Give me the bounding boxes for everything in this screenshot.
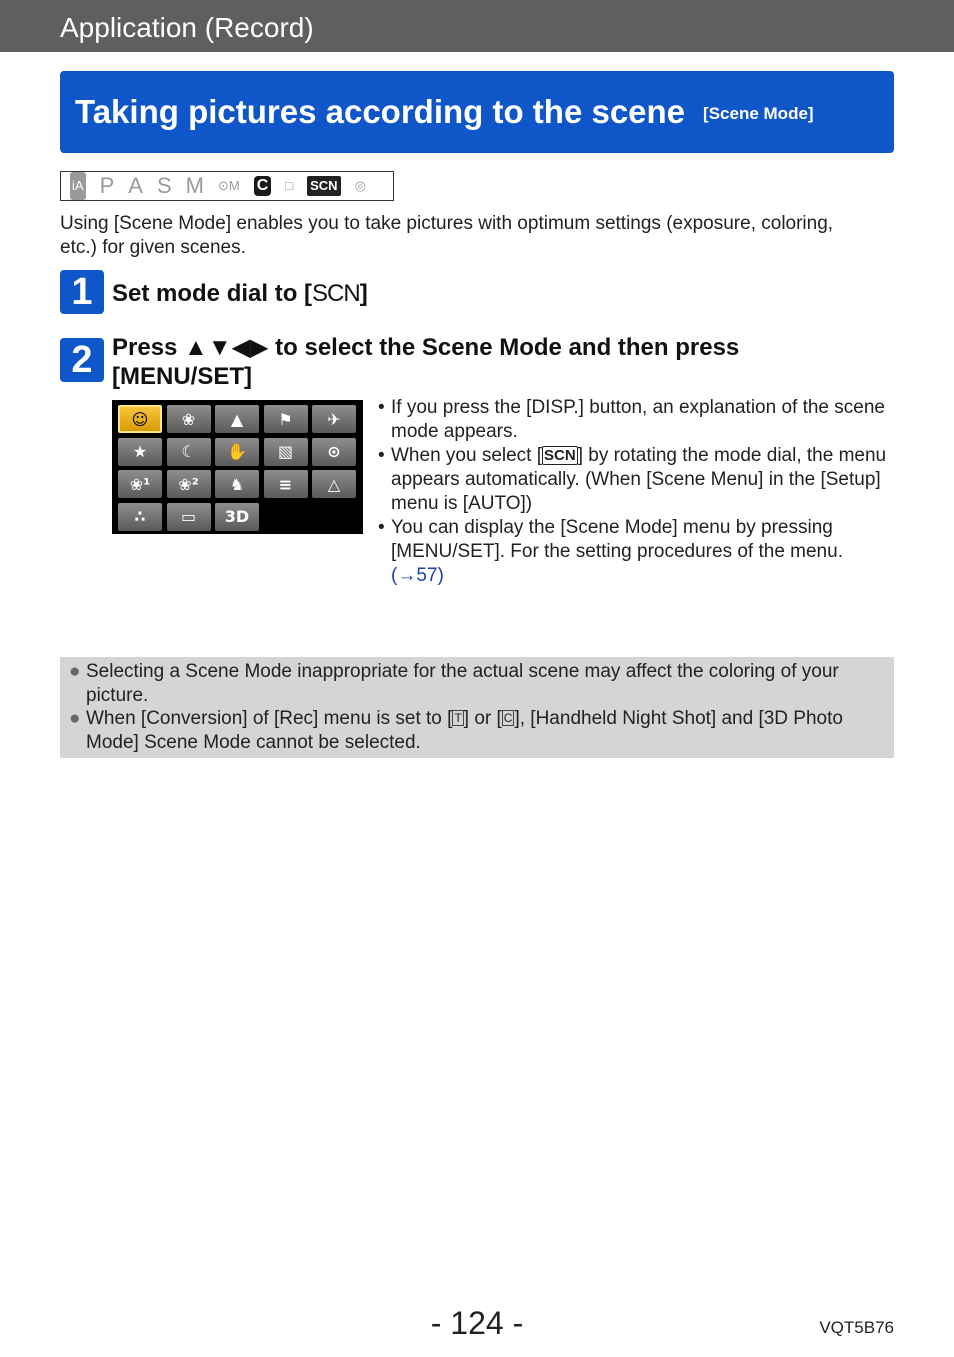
note-menu-set-text: You can display the [Scene Mode] menu by pressing [MENU/SET]. For the setting procedures of the menu. xyxy=(391,517,843,562)
portrait-icon: ☺ xyxy=(131,409,149,429)
note-mode-dial-prefix: When you select [ xyxy=(391,445,543,466)
baby1-icon: ❀¹ xyxy=(129,474,151,494)
m-mode: M xyxy=(185,173,204,198)
note-bullet: • xyxy=(378,397,385,418)
info-item-coloring xyxy=(69,660,879,708)
page-title-text: Taking pictures according to the scene xyxy=(75,93,686,130)
scn-icon: SCN xyxy=(544,447,576,464)
night-scenery-icon: ☾ xyxy=(181,442,196,461)
scene-tile[interactable] xyxy=(118,438,162,466)
intro-paragraph: Using [Scene Mode] enables you to take pictures with optimum settings (exposure, coloring, etc.) for given scenes. xyxy=(60,213,834,258)
a-mode: A xyxy=(128,173,143,198)
note-bullet: • xyxy=(378,445,385,466)
glass-through-icon: ∴ xyxy=(134,507,146,526)
scene-tile[interactable] xyxy=(312,470,356,498)
hdr-icon: ▧ xyxy=(277,442,294,461)
scene-tile[interactable] xyxy=(215,470,259,498)
scene-tile[interactable] xyxy=(167,470,211,498)
scene-tile[interactable] xyxy=(118,405,162,433)
section-title: Application (Record) xyxy=(60,12,314,43)
scenery-icon: ▲ xyxy=(230,409,244,429)
scene-tile[interactable] xyxy=(215,503,259,531)
3d-photo-icon: 3D xyxy=(224,507,250,526)
info-coloring-text: Selecting a Scene Mode inappropriate for the actual scene may affect the coloring of your picture. xyxy=(86,661,839,706)
scn-icon: SCN xyxy=(307,176,340,196)
scene-tile[interactable] xyxy=(264,405,308,433)
s-mode: S xyxy=(156,173,172,198)
note-disp-text: If you press the [DISP.] button, an explanation of the scene mode appears. xyxy=(391,397,885,442)
high-sens-icon: △ xyxy=(327,474,341,494)
soft-skin-icon: ❀ xyxy=(181,409,196,429)
info-bullet: ● xyxy=(69,708,81,729)
section-header-bar xyxy=(0,0,954,52)
scene-tile[interactable] xyxy=(312,405,356,433)
scene-mode-menu-screen xyxy=(112,400,363,534)
creative-icon: ◎ xyxy=(354,178,366,193)
scene-tile[interactable] xyxy=(264,470,308,498)
step-2-line-2: [MENU/SET] xyxy=(112,363,252,390)
step-1-prefix: Set mode dial to [ xyxy=(112,280,313,307)
page-title-banner xyxy=(60,71,894,153)
night-portrait-icon: ★ xyxy=(132,442,148,461)
info-conversion-c: ], [Handheld Night Shot] and [3D Photo Mode] Scene Mode cannot be selected. xyxy=(86,708,843,753)
ia-icon: iA xyxy=(70,172,86,200)
custom-mode-icon: C xyxy=(254,176,272,196)
note-mode-dial xyxy=(378,444,898,516)
page-title xyxy=(75,93,814,133)
step-1-suffix: ] xyxy=(359,280,368,307)
document-code: VQT5B76 xyxy=(819,1318,894,1337)
scene-tile[interactable] xyxy=(167,503,211,531)
panning-icon: ✈ xyxy=(327,409,341,429)
close-up-conversion-icon: C xyxy=(503,711,513,725)
step-2-line-1: Press ▲▼◀▶ to select the Scene Mode and then press xyxy=(112,334,740,361)
mode-dial-bar xyxy=(60,171,394,201)
scene-tile[interactable] xyxy=(312,438,356,466)
scene-tile[interactable] xyxy=(167,438,211,466)
info-bullet: ● xyxy=(69,661,81,682)
note-disp xyxy=(378,396,898,444)
step-2-number: 2 xyxy=(60,338,104,382)
scene-tile[interactable] xyxy=(118,470,162,498)
panorama-icon: □ xyxy=(285,178,294,193)
food-icon: ⊙ xyxy=(327,442,341,461)
step-1-text xyxy=(112,279,368,308)
note-mode-dial-suffix: ] by rotating the mode dial, the menu appears automatically. (When [Scene Menu] in the [Setup] menu is [AUTO]) xyxy=(391,445,887,514)
step-1-number: 1 xyxy=(60,270,104,314)
page-reference-link[interactable]: (→57) xyxy=(391,565,444,586)
info-conversion-b: ] or [ xyxy=(463,708,502,729)
photo-frame-icon: ▭ xyxy=(180,507,197,526)
page-number: - 124 - xyxy=(430,1305,524,1341)
scene-tile[interactable] xyxy=(215,438,259,466)
pet-icon: ♞ xyxy=(229,474,245,494)
baby2-icon: ❀² xyxy=(178,474,199,494)
note-bullet: • xyxy=(378,517,385,538)
step-2-text xyxy=(112,333,872,391)
p-mode: P xyxy=(99,173,115,198)
sports-icon: ⚑ xyxy=(278,409,293,429)
tele-conversion-icon: T xyxy=(454,711,462,725)
sunset-icon: ≡ xyxy=(278,474,293,494)
scene-tile[interactable] xyxy=(264,438,308,466)
scene-tile[interactable] xyxy=(215,405,259,433)
handheld-night-icon: ✋ xyxy=(227,442,247,461)
step-2-notes xyxy=(378,396,898,588)
info-conversion-a: When [Conversion] of [Rec] menu is set to [ xyxy=(86,708,453,729)
note-menu-set xyxy=(378,516,898,588)
scene-tile[interactable] xyxy=(167,405,211,433)
info-box xyxy=(60,657,894,758)
scene-tile[interactable] xyxy=(118,503,162,531)
movie-m-icon: ⊙M xyxy=(217,178,240,193)
page-subtitle: [Scene Mode] xyxy=(703,104,814,123)
scn-label: SCN xyxy=(312,280,360,307)
info-item-conversion xyxy=(69,707,879,755)
